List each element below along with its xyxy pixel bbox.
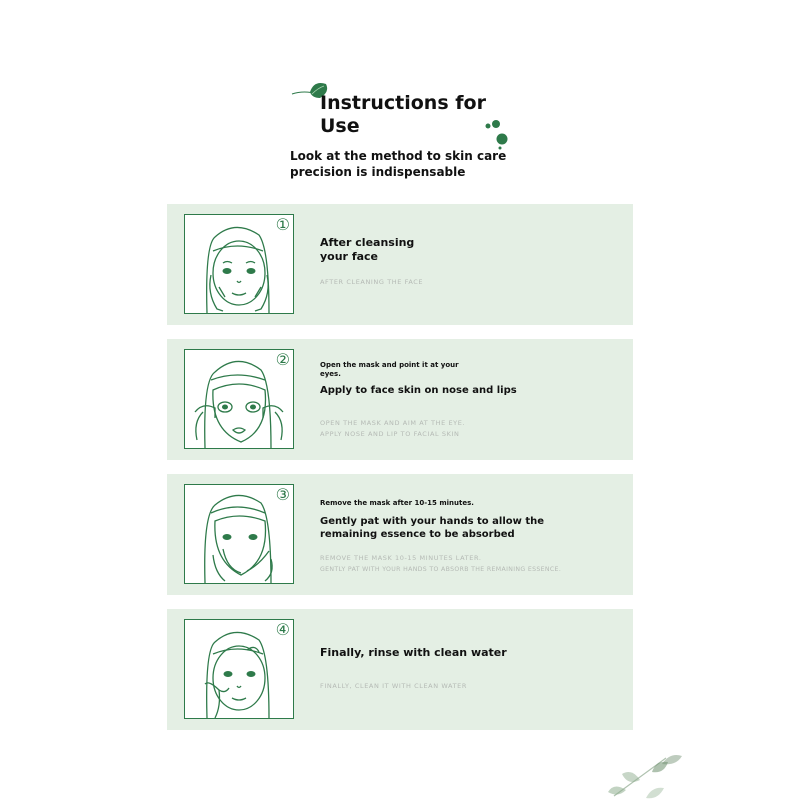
step-4-english-line-1: FINALLY, CLEAN IT WITH CLEAN WATER bbox=[320, 682, 467, 690]
corner-leaves-icon bbox=[606, 752, 686, 800]
step-3-texts bbox=[320, 474, 625, 595]
step-3-illustration bbox=[184, 484, 294, 584]
step-4-heading: Finally, rinse with clean water bbox=[320, 646, 507, 659]
step-4-illustration bbox=[184, 619, 294, 719]
step-1-illustration bbox=[184, 214, 294, 314]
step-1-number: ① bbox=[275, 215, 290, 234]
step-2-number: ② bbox=[275, 350, 290, 369]
step-3-panel bbox=[167, 474, 633, 595]
page-subtitle: Look at the method to skin care precision is indispensable bbox=[290, 149, 507, 179]
step-2-small-text: Open the mask and point it at your eyes. bbox=[320, 361, 459, 378]
step-1-panel bbox=[167, 204, 633, 325]
page-title: Instructions for Use bbox=[320, 92, 486, 137]
step-2-panel bbox=[167, 339, 633, 460]
step-3-english-line-2: GENTLY PAT WITH YOUR HANDS TO ABSORB THE REMAINING ESSENCE. bbox=[320, 566, 562, 573]
step-3-small-text: Remove the mask after 10-15 minutes. bbox=[320, 499, 474, 507]
step-2-texts bbox=[320, 339, 625, 460]
step-3-number: ③ bbox=[275, 485, 290, 504]
step-2-heading: Apply to face skin on nose and lips bbox=[320, 385, 517, 396]
step-4-number: ④ bbox=[275, 620, 290, 639]
step-3-english-line-1: REMOVE THE MASK 10-15 MINUTES LATER. bbox=[320, 554, 482, 562]
step-1-heading: After cleansing your face bbox=[320, 236, 415, 263]
step-1-texts bbox=[320, 204, 625, 325]
step-2-illustration bbox=[184, 349, 294, 449]
step-4-panel bbox=[167, 609, 633, 730]
step-4-texts bbox=[320, 609, 625, 730]
step-2-english-line-2: APPLY NOSE AND LIP TO FACIAL SKIN bbox=[320, 430, 460, 438]
step-1-english-line-1: AFTER CLEANING THE FACE bbox=[320, 278, 424, 286]
step-2-english-line-1: OPEN THE MASK AND AIM AT THE EYE. bbox=[320, 419, 466, 427]
header bbox=[290, 78, 550, 188]
step-3-heading: Gently pat with your hands to allow the remaining essence to be absorbed bbox=[320, 516, 545, 540]
